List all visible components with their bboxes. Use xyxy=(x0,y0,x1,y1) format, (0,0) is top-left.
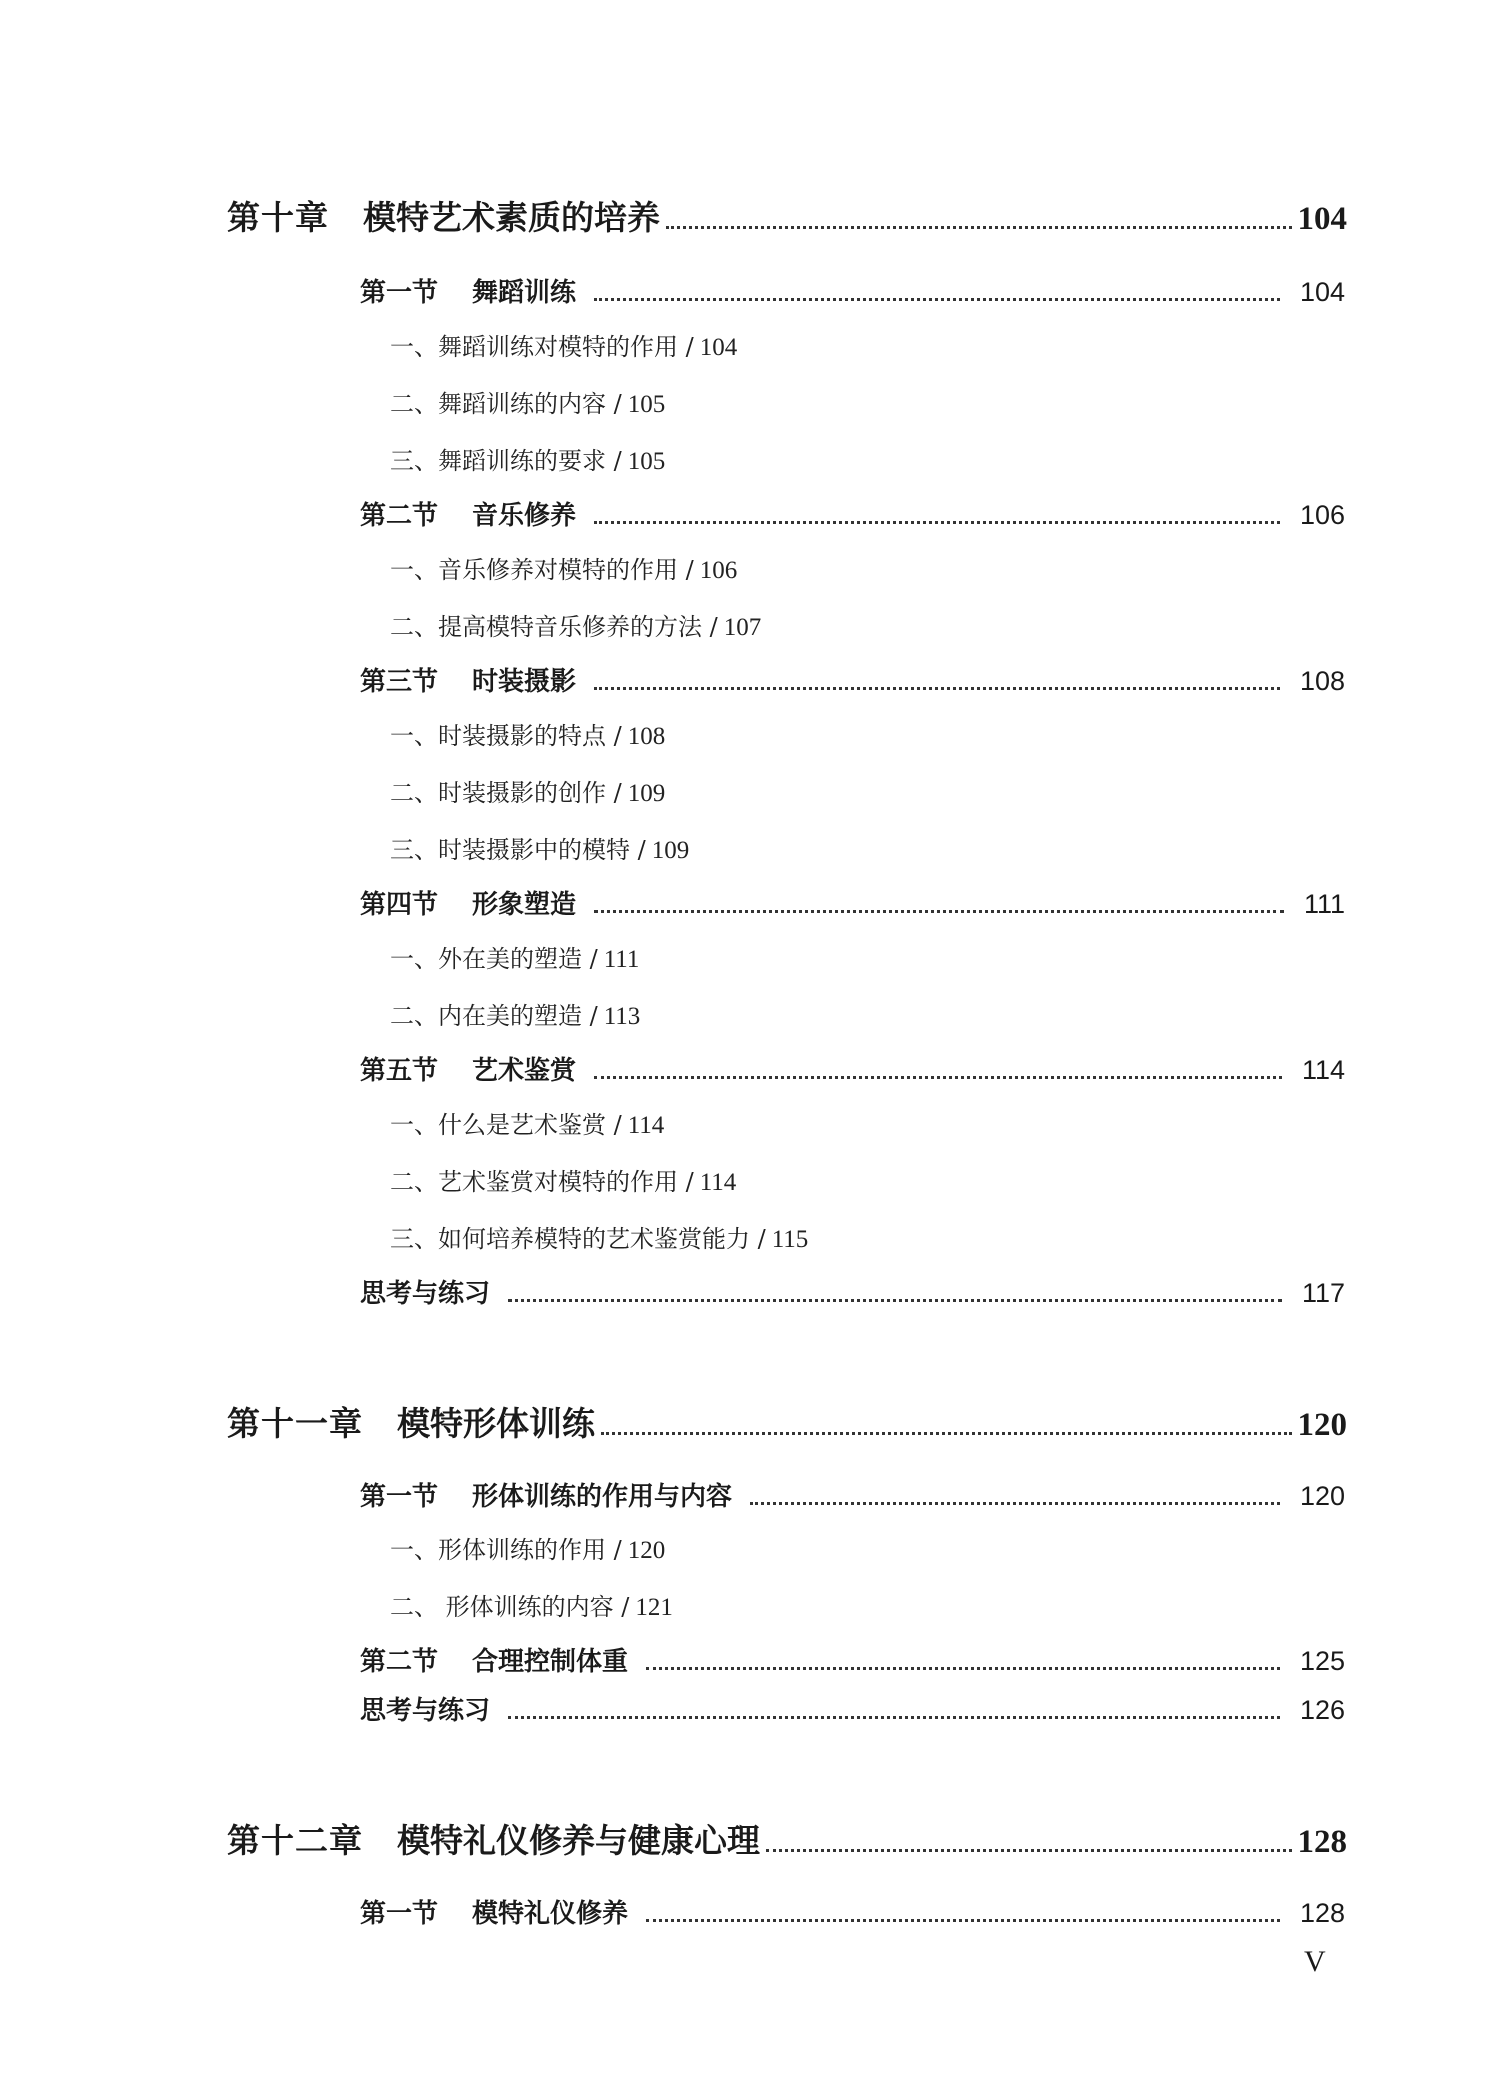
section-number: 第二节 xyxy=(360,1647,439,1677)
section-page: 108 xyxy=(1299,666,1345,696)
item-title: 二、舞蹈训练的内容 / xyxy=(390,390,622,418)
toc-exercise[interactable] xyxy=(360,1273,1345,1310)
toc-chapter-10[interactable] xyxy=(227,192,1347,239)
section-page: 104 xyxy=(1299,277,1345,307)
section-title: 思考与练习 xyxy=(360,1279,491,1309)
item-page: 114 xyxy=(627,1112,665,1139)
dot-leader xyxy=(594,1076,1282,1079)
chapter-number: 第十章 xyxy=(227,201,329,237)
item-page: 109 xyxy=(651,837,690,864)
chapter-page: 104 xyxy=(1297,201,1347,237)
section-page: 111 xyxy=(1303,889,1345,919)
item-title: 三、舞蹈训练的要求 / xyxy=(390,447,622,475)
item-page: 104 xyxy=(699,334,738,361)
item-title: 二、 形体训练的内容 / xyxy=(390,1593,630,1621)
toc-item[interactable] xyxy=(390,384,1504,419)
toc-section[interactable] xyxy=(360,1641,1345,1678)
item-page: 114 xyxy=(699,1169,737,1196)
dot-leader xyxy=(594,521,1280,524)
section-title: 模特礼仪修养 xyxy=(472,1899,629,1929)
toc-item[interactable] xyxy=(390,996,1504,1031)
item-title: 一、外在美的塑造 / xyxy=(390,945,598,973)
dot-leader xyxy=(646,1667,1280,1670)
section-page: 125 xyxy=(1299,1646,1345,1676)
item-page: 105 xyxy=(627,448,666,475)
item-title: 一、什么是艺术鉴赏 / xyxy=(390,1111,622,1139)
toc-section[interactable] xyxy=(360,661,1345,698)
chapter-page: 120 xyxy=(1297,1407,1347,1443)
item-title: 三、如何培养模特的艺术鉴赏能力 / xyxy=(390,1225,766,1253)
item-title: 一、形体训练的作用 / xyxy=(390,1536,622,1564)
toc-item[interactable] xyxy=(390,1530,1504,1565)
section-title: 形象塑造 xyxy=(472,890,577,920)
section-number: 第一节 xyxy=(360,1482,439,1512)
toc-section[interactable] xyxy=(360,1476,1345,1513)
chapter-title: 模特礼仪修养与健康心理 xyxy=(397,1824,760,1860)
dot-leader xyxy=(594,298,1280,301)
item-page: 105 xyxy=(627,391,666,418)
section-number: 第五节 xyxy=(360,1056,439,1086)
chapter-number: 第十一章 xyxy=(227,1407,363,1443)
item-title: 二、艺术鉴赏对模特的作用 / xyxy=(390,1168,694,1196)
section-title: 艺术鉴赏 xyxy=(472,1056,577,1086)
toc-item[interactable] xyxy=(390,1105,1504,1140)
section-title: 形体训练的作用与内容 xyxy=(472,1482,733,1512)
section-number: 第三节 xyxy=(360,667,439,697)
section-title: 思考与练习 xyxy=(360,1696,491,1726)
toc-item[interactable] xyxy=(390,716,1504,751)
item-title: 三、时装摄影中的模特 / xyxy=(390,836,646,864)
dot-leader xyxy=(750,1502,1280,1505)
item-title: 一、舞蹈训练对模特的作用 / xyxy=(390,333,694,361)
dot-leader xyxy=(666,226,1292,229)
item-title: 二、内在美的塑造 / xyxy=(390,1002,598,1030)
item-page: 108 xyxy=(627,723,666,750)
toc-section[interactable] xyxy=(360,495,1345,532)
toc-section[interactable] xyxy=(360,884,1345,921)
item-page: 106 xyxy=(699,557,738,584)
chapter-title: 模特艺术素质的培养 xyxy=(363,201,660,237)
item-title: 二、提高模特音乐修养的方法 / xyxy=(390,613,718,641)
toc-item[interactable] xyxy=(390,1219,1504,1254)
item-page: 113 xyxy=(603,1003,641,1030)
page-number: V xyxy=(1304,1945,1326,1978)
dot-leader xyxy=(508,1299,1282,1302)
item-page: 111 xyxy=(603,946,640,973)
toc-chapter-12[interactable] xyxy=(227,1815,1347,1862)
dot-leader xyxy=(594,910,1284,913)
toc-item[interactable] xyxy=(390,939,1504,974)
section-page: 120 xyxy=(1299,1481,1345,1511)
toc-item[interactable] xyxy=(390,1587,1504,1622)
dot-leader xyxy=(594,687,1280,690)
item-title: 一、音乐修养对模特的作用 / xyxy=(390,556,694,584)
toc-item[interactable] xyxy=(390,830,1504,865)
chapter-number: 第十二章 xyxy=(227,1824,363,1860)
section-title: 音乐修养 xyxy=(472,501,577,531)
dot-leader xyxy=(601,1432,1292,1435)
toc-chapter-11[interactable] xyxy=(227,1398,1347,1445)
toc-item[interactable] xyxy=(390,441,1504,476)
section-title: 舞蹈训练 xyxy=(472,278,577,308)
toc-item[interactable] xyxy=(390,607,1504,642)
section-page: 117 xyxy=(1301,1278,1345,1308)
item-page: 121 xyxy=(635,1594,673,1621)
section-title: 合理控制体重 xyxy=(472,1647,629,1677)
section-number: 第二节 xyxy=(360,501,439,531)
section-page: 114 xyxy=(1301,1055,1345,1085)
dot-leader xyxy=(766,1849,1292,1852)
item-page: 115 xyxy=(771,1226,809,1253)
section-page: 126 xyxy=(1299,1695,1345,1725)
section-page: 128 xyxy=(1299,1898,1345,1928)
item-page: 109 xyxy=(627,780,666,807)
item-page: 107 xyxy=(723,614,762,641)
toc-section[interactable] xyxy=(360,272,1345,309)
item-title: 二、时装摄影的创作 / xyxy=(390,779,622,807)
toc-section[interactable] xyxy=(360,1893,1345,1930)
section-number: 第一节 xyxy=(360,1899,439,1929)
item-page: 120 xyxy=(627,1537,666,1564)
toc-item[interactable] xyxy=(390,1162,1504,1197)
toc-exercise[interactable] xyxy=(360,1690,1345,1727)
toc-section[interactable] xyxy=(360,1050,1345,1087)
section-number: 第一节 xyxy=(360,278,439,308)
chapter-title: 模特形体训练 xyxy=(397,1407,595,1443)
section-number: 第四节 xyxy=(360,890,439,920)
dot-leader xyxy=(508,1716,1280,1719)
toc-item[interactable] xyxy=(390,773,1504,808)
section-page: 106 xyxy=(1299,500,1345,530)
item-title: 一、时装摄影的特点 / xyxy=(390,722,622,750)
dot-leader xyxy=(646,1919,1280,1922)
toc-item[interactable] xyxy=(390,327,1504,362)
toc-item[interactable] xyxy=(390,550,1504,585)
section-title: 时装摄影 xyxy=(472,667,577,697)
chapter-page: 128 xyxy=(1297,1824,1347,1860)
